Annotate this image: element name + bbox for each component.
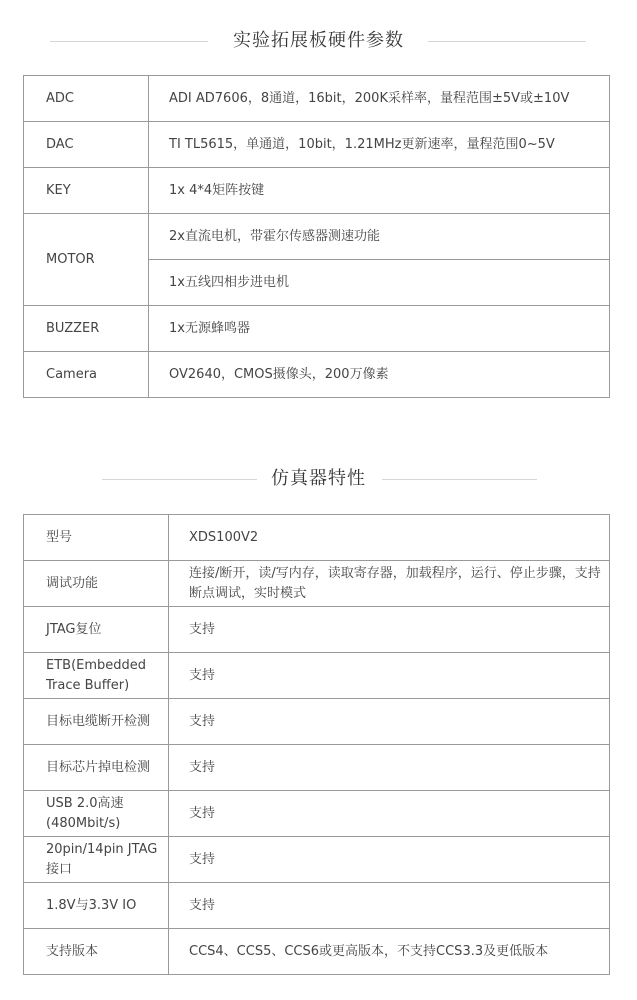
spec-value: 支持	[169, 653, 610, 699]
table-row	[24, 122, 610, 168]
spec-key: USB 2.0高速(480Mbit/s)	[24, 791, 169, 837]
spec-value: 支持	[169, 745, 610, 791]
spec-value: CCS4、CCS5、CCS6或更高版本，不支持CCS3.3及更低版本	[169, 929, 610, 975]
spec-key: ETB(Embedded Trace Buffer)	[24, 653, 169, 699]
spec-value: 支持	[169, 883, 610, 929]
section-title: 仿真器特性	[271, 468, 366, 489]
spec-key: 20pin/14pin JTAG接口	[24, 837, 169, 883]
spec-key: 支持版本	[24, 929, 169, 975]
table-row	[24, 837, 610, 883]
spec-value: 支持	[169, 837, 610, 883]
spec-key: BUZZER	[24, 306, 149, 352]
table-row	[24, 352, 610, 398]
spec-key: Camera	[24, 352, 149, 398]
emulator-spec-table	[23, 514, 610, 975]
table-row	[24, 653, 610, 699]
table-row	[24, 515, 610, 561]
spec-key: JTAG复位	[24, 607, 169, 653]
spec-value: ADI AD7606，8通道，16bit，200K采样率，量程范围±5V或±10V	[149, 76, 610, 122]
section-title: 实验拓展板硬件参数	[233, 30, 404, 51]
spec-value: XDS100V2	[169, 515, 610, 561]
spec-key: 调试功能	[24, 561, 169, 607]
table-row	[24, 791, 610, 837]
spec-value: 1x无源蜂鸣器	[149, 306, 610, 352]
table-row	[24, 745, 610, 791]
table-row	[24, 214, 610, 260]
table-row	[24, 929, 610, 975]
spec-key: 目标芯片掉电检测	[24, 745, 169, 791]
table-row	[24, 883, 610, 929]
table-row	[24, 561, 610, 607]
spec-value: 支持	[169, 607, 610, 653]
spec-value: 支持	[169, 791, 610, 837]
table-row	[24, 76, 610, 122]
spec-value: 支持	[169, 699, 610, 745]
spec-value: 1x 4*4矩阵按键	[149, 168, 610, 214]
spec-key: 1.8V与3.3V IO	[24, 883, 169, 929]
spec-value: 连接/断开，读/写内存，读取寄存器，加载程序，运行、停止步骤，支持断点调试，实时模式	[169, 561, 610, 607]
expansion-board-spec-table	[23, 75, 610, 398]
spec-key: 目标电缆断开检测	[24, 699, 169, 745]
table-row	[24, 306, 610, 352]
spec-key: KEY	[24, 168, 149, 214]
spec-value: TI TL5615，单通道，10bit，1.21MHz更新速率，量程范围0~5V	[149, 122, 610, 168]
table-row	[24, 607, 610, 653]
spec-value: 1x五线四相步进电机	[149, 260, 610, 306]
table-row	[24, 699, 610, 745]
spec-key: MOTOR	[24, 214, 149, 306]
expansion-board-heading	[0, 26, 637, 56]
spec-key: 型号	[24, 515, 169, 561]
table-row	[24, 168, 610, 214]
spec-value: 2x直流电机，带霍尔传感器测速功能	[149, 214, 610, 260]
spec-value: OV2640，CMOS摄像头，200万像素	[149, 352, 610, 398]
emulator-heading	[0, 464, 637, 494]
spec-key: ADC	[24, 76, 149, 122]
spec-key: DAC	[24, 122, 149, 168]
